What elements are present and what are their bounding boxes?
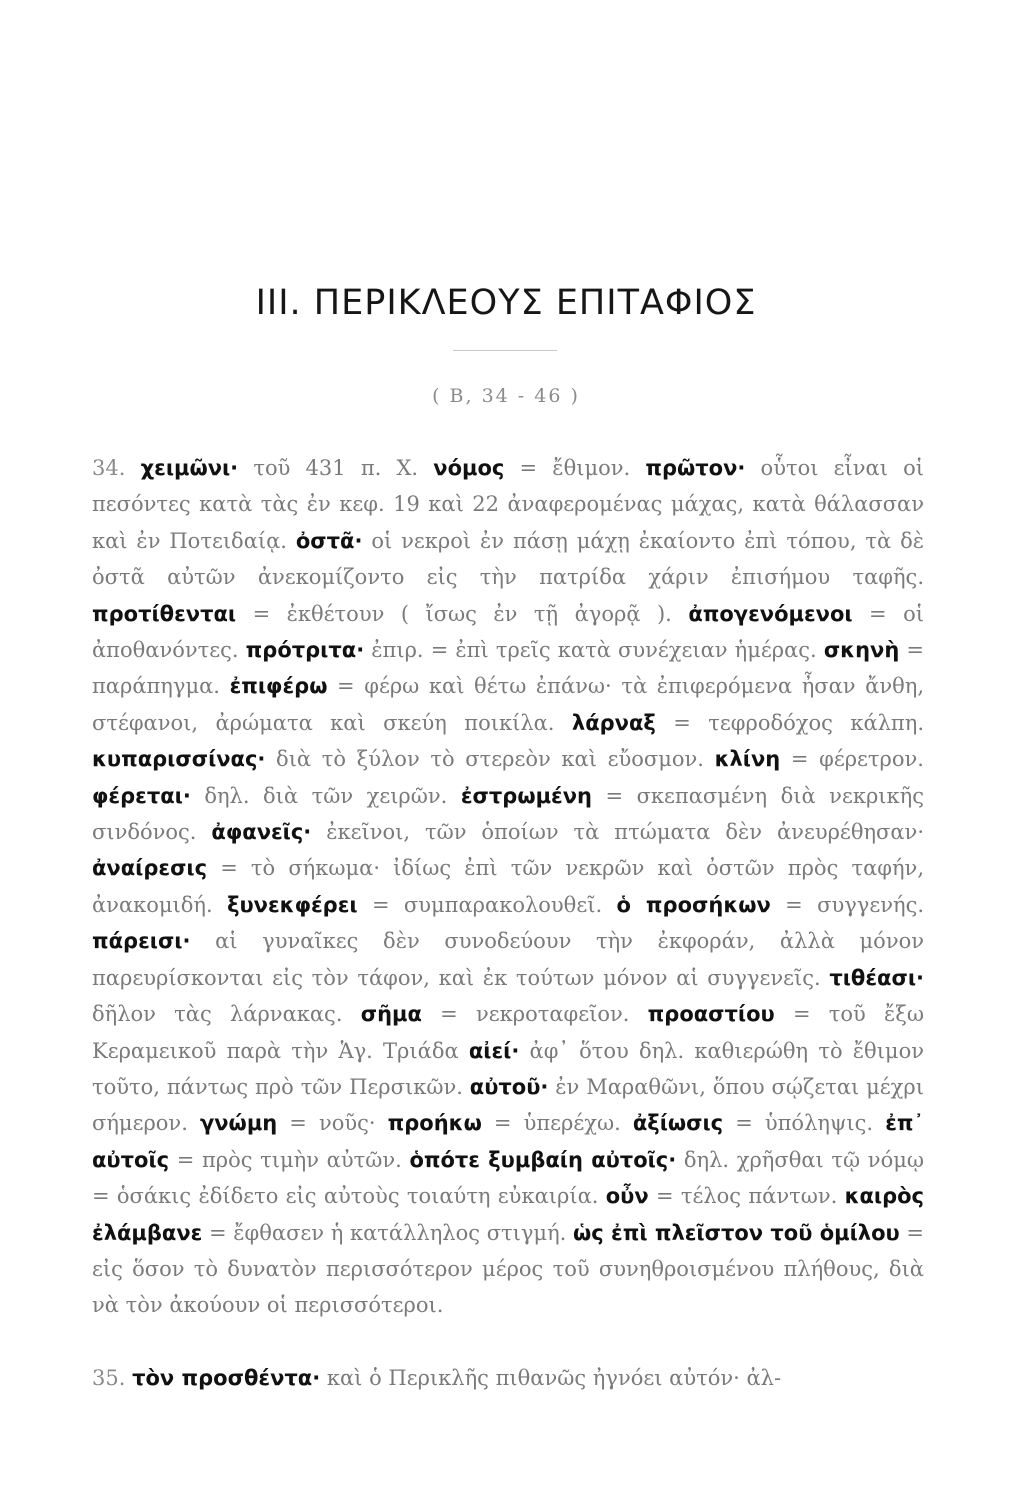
gloss-text: ἐν Μαραθῶνι, ὅπου σῴζεται μέχρι σήμερον. [92,1074,924,1136]
glossary-term: ἐπιφέρω [229,674,328,699]
glossary-term: ὁπότε ξυμβαίη αὐτοῖς· [409,1147,677,1172]
glossary-term: πρῶτον· [645,456,746,480]
glossary-term: καιρὸς ἐλάμβανε [92,1184,924,1245]
gloss-text: = σκεπασμένη διὰ νεκρικῆς σινδόνος. [92,783,924,845]
glossary-term: αἰεί· [468,1038,520,1063]
glossary-term: λάρναξ [571,710,656,735]
gloss-text: = παράπηγμα. [92,638,924,699]
glossary-term: χειμῶνι· [140,456,239,480]
glossary-term: πάρεισι· [92,929,191,954]
glossary-term: κυπαρισσίνας· [92,747,266,772]
glossary-term: πρότριτα· [245,638,365,663]
gloss-text: καὶ ὁ Περικλῆς πιθανῶς ἠγνόει αὐτόν· ἀλ- [320,1365,782,1390]
section-number: 34. [92,456,141,480]
glossary-term: ἐστρωμένη [460,783,592,808]
glossary-term: προαστίου [647,1002,775,1027]
gloss-text: = τέλος πάντων. [648,1184,845,1209]
glossary-term: κλίνη [714,747,781,772]
glossary-term: αὐτοῦ· [469,1074,549,1099]
title-divider [453,350,557,351]
glossary-term: οὖν [605,1184,649,1209]
glossary-term: ὡς ἐπὶ πλεῖστον τοῦ ὁμίλου [573,1220,900,1245]
gloss-text: διὰ τὸ ξύλον τὸ στερεὸν καὶ εὔοσμον. [265,747,715,772]
gloss-text: οὗτοι εἶναι οἱ πεσόντες κατὰ τὰς ἐν κεφ. 19 καὶ 22 ἀναφερομένας μάχας, κατὰ θάλασσαν καὶ ἐν Ποτειδαίᾳ. [92,456,924,553]
glossary-term: νόμος [433,456,505,480]
gloss-text: = νοῦς· [277,1111,388,1136]
glossary-term: προτίθενται [92,601,237,626]
gloss-text: δηλ. χρῆσθαι τῷ νόμῳ = ὁσάκις ἐδίδετο εἰς αὐτοὺς τοιαύτη εὐκαιρία. [92,1147,924,1209]
gloss-text: = φέρετρον. [780,747,924,772]
gloss-text: αἱ γυναῖκες δὲν συνοδεύουν τὴν ἐκφοράν, ἀλλὰ μόνον παρευρίσκονται εἰς τὸν τάφον, καὶ ἐκ τούτων μόνον αἱ συγγενεῖς. [92,929,924,990]
gloss-text: ἀφ᾽ ὅτου δηλ. καθιερώθη τὸ ἔθιμον τοῦτο, πάντως πρὸ τῶν Περσικῶν. [92,1038,924,1099]
gloss-text: = ἔθιμον. [504,456,646,480]
glossary-term: ἀφανεῖς· [211,820,312,845]
glossary-term: γνώμη [199,1111,278,1136]
gloss-text: = συγγενής. [770,892,925,917]
gloss-text: οἱ νεκροὶ ἐν πάσῃ μάχῃ ἐκαίοντο ἐπὶ τόπου, τὰ δὲ ὀστᾶ αὐτῶν ἀνεκομίζοντο εἰς τὴν πατρίδα χάριν ἐπισήμου ταφῆς. [92,528,925,590]
gloss-text: = πρὸς τιμὴν αὐτῶν. [169,1147,410,1172]
gloss-text: = τὸ σήκωμα· ἰδίως ἐπὶ τῶν νεκρῶν καὶ ὀστῶν πρὸς ταφήν, ἀνακομιδή. [92,856,924,917]
gloss-text: = ὑπόληψις. [723,1111,886,1136]
section-number: 35. [92,1365,133,1390]
glossary-term: ὁ προσήκων [616,892,771,917]
gloss-text: = τεφροδόχος κάλπη. [655,710,924,735]
glossary-term: φέρεται· [92,783,191,808]
gloss-text: δηλ. διὰ τῶν χειρῶν. [190,783,461,808]
gloss-text: = νεκροταφεῖον. [421,1002,648,1027]
gloss-text: ἐπιρ. = ἐπὶ τρεῖς κατὰ συνέχειαν ἡμέρας. [364,638,824,663]
gloss-text: τοῦ 431 π. Χ. [238,456,434,480]
glossary-term: ὀστᾶ· [295,528,363,553]
gloss-text: δῆλον τὰς λάρνακας. [92,1002,361,1027]
glossary-term: τὸν προσθέντα· [132,1365,321,1390]
gloss-text: ἐκεῖνοι, τῶν ὁποίων τὰ πτώματα δὲν ἀνευρέθησαν· [311,820,924,845]
glossary-term: ἀπογενόμενοι [688,601,853,626]
glossary-term: ἀξίωσις [632,1111,724,1136]
commentary-body [92,450,924,1396]
glossary-term: ἀναίρεσις [92,856,208,881]
paragraph-35 [92,1360,924,1396]
gloss-text: = ἐκθέτουν ( ἴσως ἐν τῇ ἀγορᾷ ). [236,601,689,626]
gloss-text: = συμπαρακολουθεῖ. [357,892,617,917]
glossary-term: ξυνεκφέρει [227,892,358,917]
glossary-term: τιθέασι· [829,965,924,990]
gloss-text: = οἱ ἀποθανόντες. [92,601,924,663]
chapter-title: III. ΠΕΡΙΚΛΕΟΥΣ ΕΠΙΤΑΦΙΟΣ [255,283,757,323]
glossary-term: σκηνὴ [823,638,900,663]
glossary-term: ἐπ᾽ αὐτοῖς [92,1111,924,1172]
glossary-term: σῆμα [360,1002,422,1027]
section-reference: ( Β, 34 - 46 ) [432,385,580,407]
gloss-text: = ἔφθασεν ἡ κατάλληλος στιγμή. [202,1220,574,1245]
gloss-text: = τοῦ ἔξω Κεραμεικοῦ παρὰ τὴν Ἁγ. Τριάδα [92,1002,924,1063]
gloss-text: = εἰς ὅσον τὸ δυνατὸν περισσότερον μέρος τοῦ συνηθροισμένου πλήθους, διὰ νὰ τὸν ἀκούουν οἱ περισσότεροι. [92,1220,924,1318]
gloss-text: = ὑπερέχω. [481,1111,633,1136]
gloss-text: = φέρω καὶ θέτω ἐπάνω· τὰ ἐπιφερόμενα ἦσαν ἄνθη, στέφανοι, ἀρώματα καὶ σκεύη ποικίλα. [92,674,925,735]
glossary-term: προήκω [387,1111,482,1136]
paragraph-34 [92,450,924,1324]
